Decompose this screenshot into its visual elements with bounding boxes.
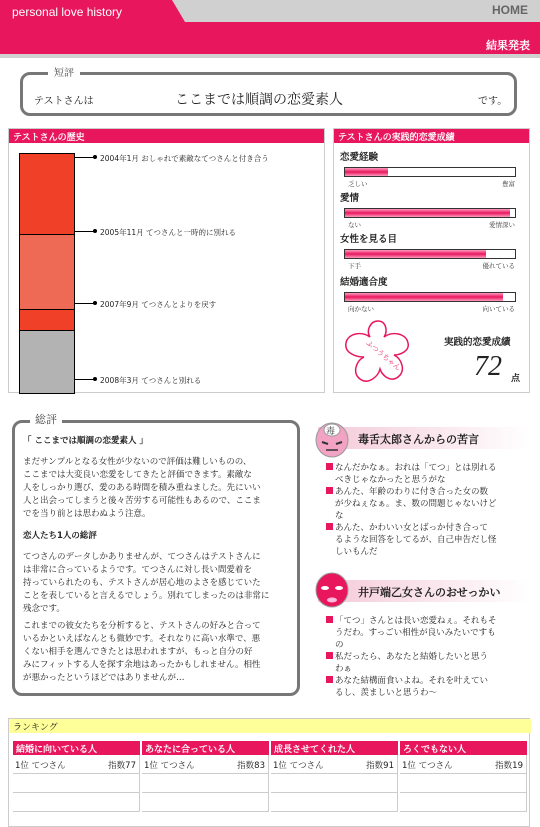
char2-comments: 「てつ」さんとは長い恋愛ねぇ。それもそ うだわ。すっごい相性が良いみたいですも の 私だったら、あなたと結婚したいと思う わぁ あなた結構面食いよね。それを叶えてい るし、羨ましいと思うわ〜	[326, 615, 531, 699]
history-title: テストさんの歴史	[9, 129, 324, 143]
history-dot-4	[93, 377, 97, 381]
gauge-judgement-max: 優れている	[482, 262, 515, 270]
score-value: 72	[474, 351, 502, 382]
short-review-name: テストさんは	[34, 96, 94, 107]
history-event-3: 2007年9月 てつさんとよりを戻す	[100, 300, 217, 309]
history-tick-4	[75, 379, 95, 380]
gauge-affection-min: ない	[348, 221, 361, 229]
stamp-text: ふつうちゃん	[364, 339, 402, 373]
gauge-experience-min: 乏しい	[348, 180, 368, 188]
ranking-panel	[8, 718, 530, 827]
ranking-empty-row	[13, 774, 140, 793]
gauge-affection	[344, 208, 516, 218]
history-panel	[8, 128, 325, 393]
history-segment-2	[19, 234, 75, 310]
overall-headline: 「 ここまでは順調の恋愛素人 」	[23, 436, 148, 446]
site-logo[interactable]: personal love history	[12, 5, 123, 19]
gauge-title-experience: 恋愛経験	[340, 152, 379, 163]
ranking-empty-row	[400, 793, 527, 812]
ranking-empty-row	[400, 774, 527, 793]
ranking-col-marriage	[13, 741, 140, 812]
idobata-face-icon	[314, 570, 350, 610]
history-segment-4	[19, 330, 75, 394]
score-unit: 点	[511, 374, 521, 384]
history-dot-3	[93, 301, 97, 305]
section-title: 結果発表	[486, 39, 530, 52]
history-event-1: 2004年1月 おしゃれで素敵なてつさんと付き合う	[100, 154, 269, 163]
svg-text:毒: 毒	[326, 427, 336, 437]
char1-title: 毒舌太郎さんからの苦言	[318, 427, 530, 449]
ranking-empty-row	[142, 793, 269, 812]
overall-review-label: 総評	[30, 411, 62, 427]
char2-title: 井戸端乙女さんのおせっかい	[318, 580, 530, 602]
ranking-col-match	[142, 741, 269, 812]
home-link[interactable]: HOME	[492, 3, 528, 17]
overall-paragraph-1: まだサンプルとなる女性が少ないので評価は難しいものの、 ここまでは大変良い恋愛をしてきたと評価できます。素敵な 人をしっかり選び、愛のある時間を積み重ねました。先にいい 人と出会ってしまうと後々苦労する可能性もあるので、ここま でを当り前とは思わぬよう注意。	[23, 457, 261, 519]
score-label: 実践的恋愛成績	[444, 337, 511, 348]
gauge-marriage-max: 向いている	[482, 305, 515, 313]
history-tick-3	[75, 303, 95, 304]
dokuzetsu-face-icon	[314, 418, 350, 458]
history-dot-1	[93, 155, 97, 159]
ranking-row[interactable]: 1位 てつさん 指数91	[271, 755, 398, 774]
short-review-label: 短評	[48, 64, 80, 79]
gauge-judgement-min: 下手	[348, 262, 361, 270]
love-score-panel	[333, 128, 530, 393]
history-event-2: 2005年11月 てつさんと一時的に別れる	[100, 228, 237, 237]
short-review-main: ここまでは順調の恋愛素人	[175, 92, 343, 108]
overall-paragraph-3: これまでの彼女たちを分析すると、テストさんの好みと合って いるかといえばなんとも微妙です。それなりに高い水準で、悪 くない相手を選んできたとは思われますが、もっと自分の好 みにフィットする人を探す余地はあったかもしれません。相性 が悪かったというほどではありませんが…	[23, 621, 261, 683]
short-review-suffix: です。	[478, 96, 508, 107]
gauge-experience	[344, 167, 516, 177]
ranking-col-bad	[400, 741, 527, 812]
ranking-col-growth	[271, 741, 398, 812]
char1-comments: なんだかなぁ。おれは「てつ」とは別れる べきじゃなかったと思うがな あんた、年齢のわりに付き合った女の数 が少ねぇなぁ。ま、数の問題じゃないけど な あんた、かわいい女とばっか付き合って るような回答をしてるが、自己申告だし怪 しいもんだ	[326, 462, 531, 558]
ranking-row[interactable]: 1位 てつさん 指数83	[142, 755, 269, 774]
love-score-title: テストさんの実践的恋愛成績	[334, 129, 529, 143]
gauge-affection-max: 愛情深い	[489, 221, 515, 229]
ranking-title: ランキング	[9, 719, 531, 733]
history-tick-2	[75, 231, 95, 232]
ranking-col-title: ろくでもない人	[400, 741, 527, 755]
gauge-title-marriage: 結婚適合度	[340, 277, 388, 288]
ranking-empty-row	[271, 793, 398, 812]
gauge-marriage	[344, 292, 516, 302]
history-segment-3	[19, 309, 75, 331]
sakura-stamp-icon	[340, 317, 416, 389]
gauge-judgement	[344, 249, 516, 259]
ranking-col-title: 成長させてくれた人	[271, 741, 398, 755]
overall-subhead: 恋人たち1人の総評	[23, 531, 97, 541]
overall-paragraph-2: てつさんのデータしかありませんが、てつさんはテストさんに は非常に合っているようです。てつさんに対し長い間愛着を 持っていられたのも、テストさんが居心地のよさを感じていた ことを表していると言えるでしょう。別れてしまったのは非常に 残念です。	[23, 552, 270, 614]
ranking-row[interactable]: 1位 てつさん 指数77	[13, 755, 140, 774]
history-tick-1	[75, 157, 95, 158]
history-dot-2	[93, 229, 97, 233]
ranking-empty-row	[13, 793, 140, 812]
ranking-empty-row	[271, 774, 398, 793]
ranking-col-title: 結婚に向いている人	[13, 741, 140, 755]
gauge-title-judgement: 女性を見る目	[340, 234, 398, 245]
ranking-empty-row	[142, 774, 269, 793]
ranking-col-title: あなたに合っている人	[142, 741, 269, 755]
gauge-experience-max: 豊富	[502, 180, 515, 188]
history-event-4: 2008年3月 てつさんと別れる	[100, 376, 202, 385]
gauge-marriage-min: 向かない	[348, 305, 374, 313]
ranking-row[interactable]: 1位 てつさん 指数19	[400, 755, 527, 774]
history-segment-1	[19, 153, 75, 235]
gauge-title-affection: 愛情	[340, 193, 360, 204]
overall-review-box	[12, 420, 300, 696]
